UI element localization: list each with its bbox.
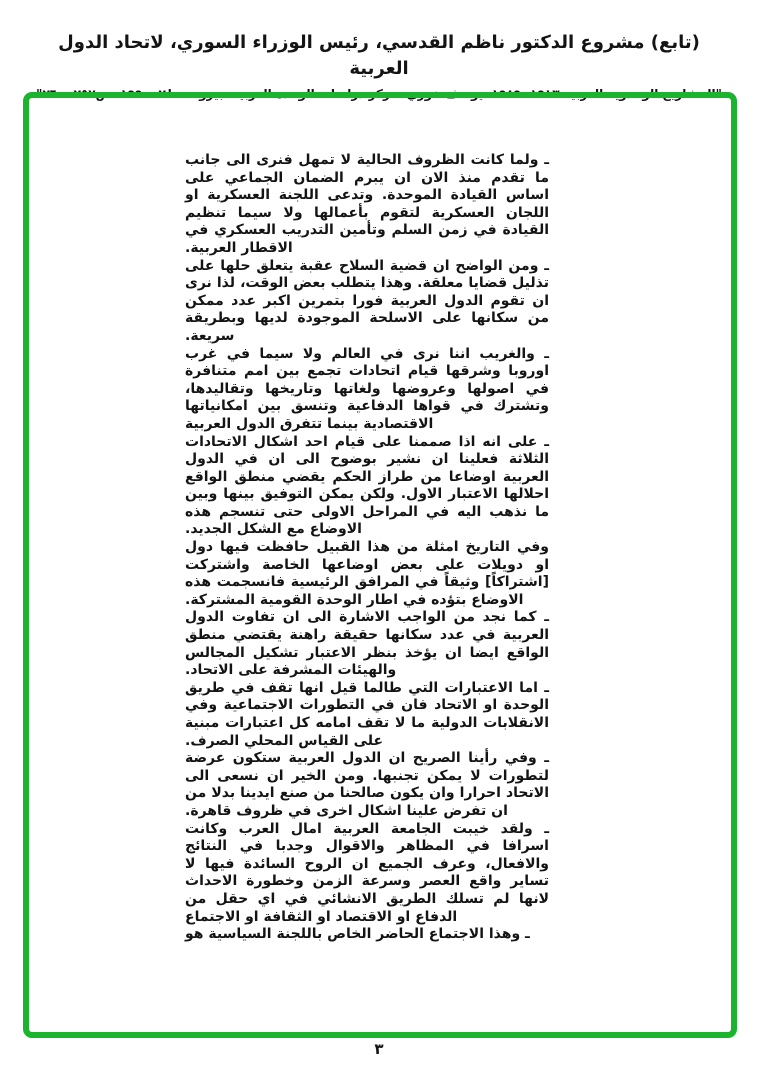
paragraph: ـ ولما كانت الظروف الحالية لا تمهل فنرى الى جانب ما تقدم منذ الان ان يبرم الضمان الجماعي على اساس القيادة الموحدة. وتدعى اللجنة العسكرية او اللجان العسكرية لتقوم بأعمالها ولا سيما تنظيم القيادة في زمن السلم وتأمين التدريب العسكري في الاقطار العربية. xyxy=(185,152,549,256)
paragraph: ـ ولقد خيبت الجامعة العربية امال العرب وكانت اسرافا في المظاهر والاقوال وجدبا في النتائج والافعال، وعرف الجميع ان الروح السائدة فيها لا تساير واقع العصر وسرعة الزمن وخطورة الاحداث لانها لم تسلك الطريق الانشائي في اي حقل من الدفاع او الاقتصاد او الثقافة او الاجتماع xyxy=(185,820,549,925)
paragraph: ـ وفي رأينا الصريح ان الدول العربية ستكون عرضة لتطورات لا يمكن تجنبها. ومن الخير ان نسعى الى الاتحاد احرارا وان يكون صالحنا من صنع ايدينا بدلا من ان تفرض علينا اشكال اخرى في ظروف قاهرة. xyxy=(185,750,549,819)
page-number: ٣ xyxy=(374,1040,384,1058)
paragraph: وفي التاريخ امثلة من هذا القبيل حافظت فيها دول او دويلات على بعض اوضاعها الخاصة واشتركت [اشتراكاً] وثيقاً في المرافق الرئيسية فانسجمت هذه الاوضاع بتؤده في اطار الوحدة القومية المشتركة. xyxy=(185,539,549,608)
body-text xyxy=(185,152,549,944)
paragraph: ـ كما نجد من الواجب الاشارة الى ان تفاوت الدول العربية في عدد سكانها حقيقة راهنة يقتضي منطق الواقع ايضا ان يؤخذ بنظر الاعتبار تشكيل المجالس والهيئات المشرفة على الاتحاد. xyxy=(185,609,549,679)
paragraph: ـ ومن الواضح ان قضية السلاح عقبة يتعلق حلها على تذليل قضايا معلقة. وهذا يتطلب بعض الوقت، لذا نرى ان تقوم الدول العربية فورا بتمرين اكبر عدد ممكن من سكانها على الاسلحة الموجودة لديها وبطريقة سريعة. xyxy=(185,257,549,344)
paragraph: ـ والغريب اننا نرى في العالم ولا سيما في غرب اوروبا وشرقها قيام اتحادات تجمع بين امم متنافرة في اصولها وعروضها ولغاتها وتاريخها وتقاليدها، وتشترك في قواها الدفاعية وتنسق بين امكانياتها الاقتصادية بينما تتفرق الدول العربية xyxy=(185,345,549,432)
document-title: (تابع) مشروع الدكتور ناظم القدسي، رئيس الوزراء السوري، لاتحاد الدول العربية xyxy=(58,32,700,79)
paragraph: ـ على انه اذا صممنا على قيام احد اشكال الاتحادات الثلاثة فعلينا ان نشير بوضوح الى ان في الدول العربية اوضاعا من طراز الحكم يقضي منطق الواقع احلالها الاعتبار الاول. ولكن يمكن التوفيق بينها وبين ما نذهب اليه في المراحل الاولى حتى تنسجم هذه الاوضاع مع الشكل الجديد. xyxy=(185,433,549,538)
paragraph: ـ وهذا الاجتماع الحاضر الخاص باللجنة السياسية هو xyxy=(185,926,530,943)
paragraph: ـ اما الاعتبارات التي طالما قيل انها تقف في طريق الوحدة او الاتحاد فان في التطورات الاجتماعية وفي الانقلابات الدولية ما لا تقف امامه كل اعتبارات مبنية على القياس المحلي الصرف. xyxy=(185,679,549,749)
document-source-citation: "المشاريع الوحدوية العربية ١٩١٣- ١٩٨٩، يوسف خوري، مركز دراسات الوحدة العربية، بيروت، ط٢، ١٩٩٠، ص٢٥٧- ٢٦٠" xyxy=(36,87,722,101)
